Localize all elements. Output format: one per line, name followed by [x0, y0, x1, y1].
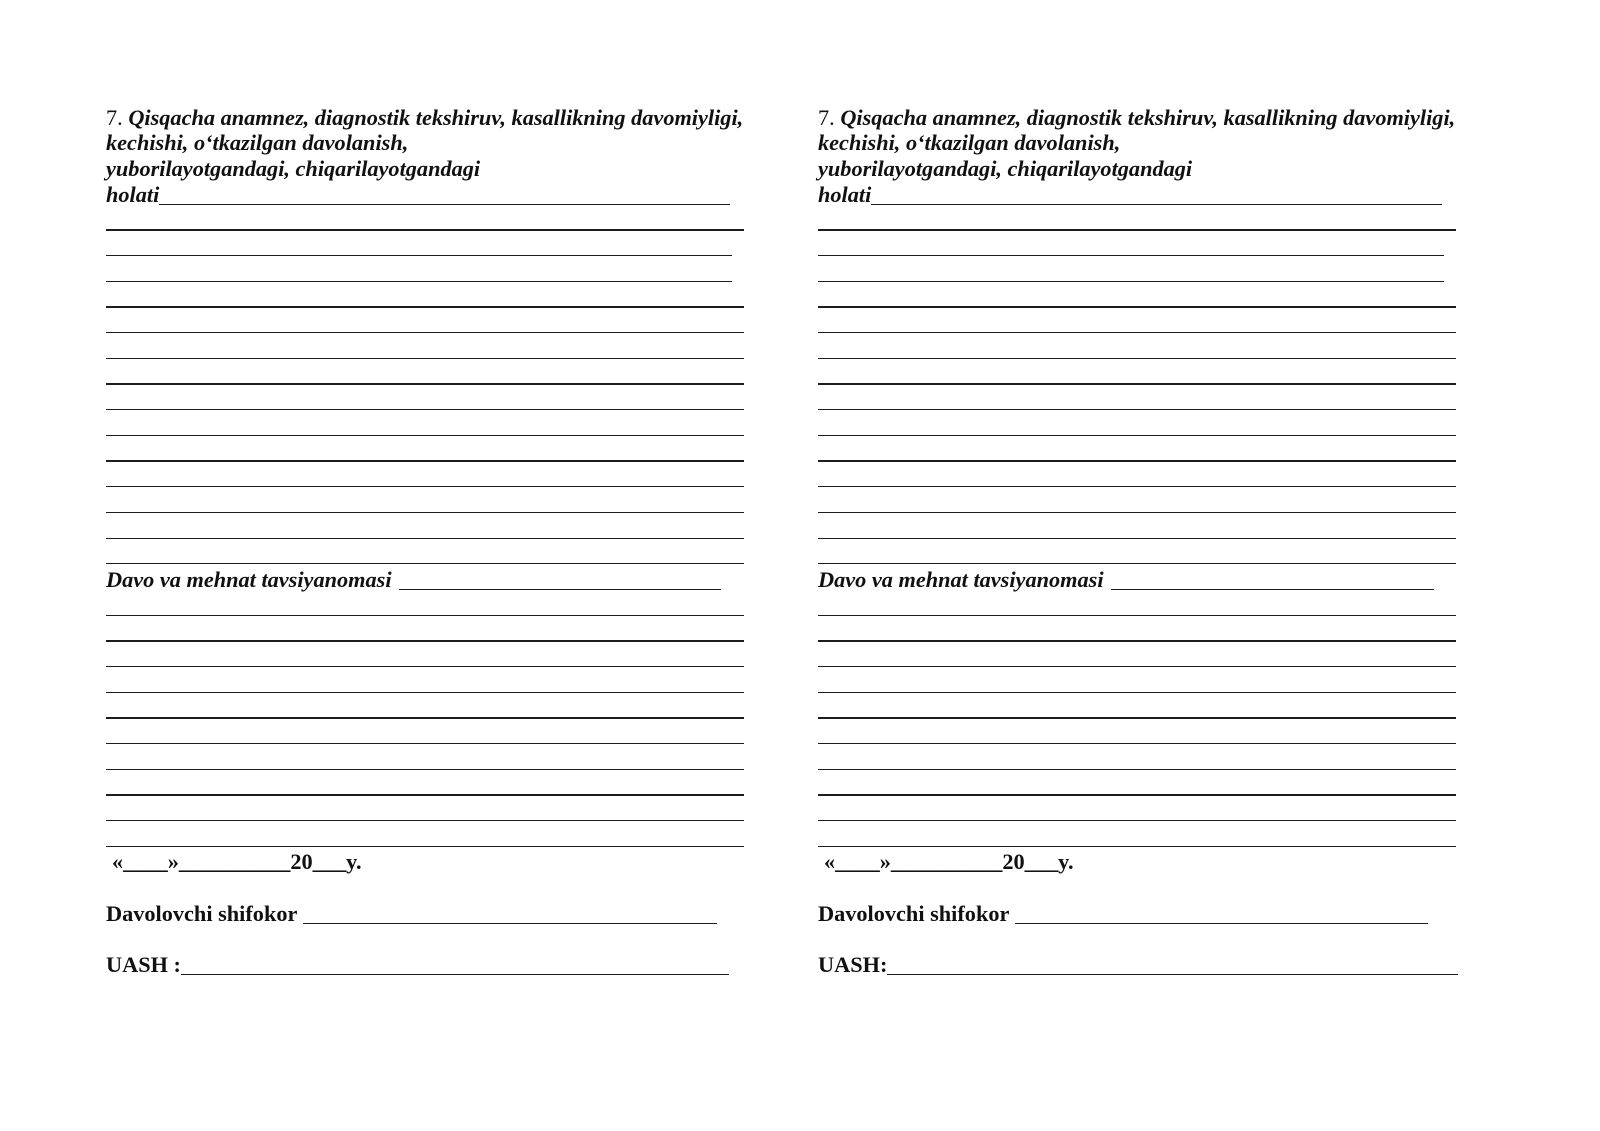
uash-row: [818, 952, 1458, 978]
heading-line-2: kechishi, o‘tkazilgan davolanish,: [106, 130, 409, 156]
blank-fill-line: [106, 538, 744, 539]
blank-fill-line: [818, 460, 1456, 461]
blank-fill-line: [818, 332, 1456, 333]
blank-row: [106, 310, 746, 336]
heading-line-1: [106, 105, 746, 131]
blank-fill-line: [818, 640, 1456, 641]
condition-label: holati: [106, 181, 160, 207]
blank-row: [818, 593, 1458, 619]
recommendation-fill-line: [1111, 567, 1434, 590]
date-line: «____»__________20___y.: [112, 849, 362, 875]
blank-fill-line: [818, 383, 1456, 384]
doctor-signature-line: [303, 901, 717, 924]
recommendation-fill-line: [399, 567, 721, 590]
blank-fill-line: [106, 332, 744, 333]
blank-fill-line: [818, 255, 1444, 256]
blank-row: [106, 413, 746, 439]
blank-fill-line: [106, 794, 744, 795]
condition-row: [818, 182, 1458, 208]
blank-fill-line: [106, 640, 744, 641]
blank-row: [818, 824, 1458, 850]
blank-row: [818, 798, 1458, 824]
heading-text-1: Qisqacha anamnez, diagnostik tekshiruv, kasallikning davomiyligi,: [128, 104, 744, 130]
blank-row: [818, 618, 1458, 644]
blank-row: [818, 361, 1458, 387]
blank-row: [818, 490, 1458, 516]
recommendation-row: [106, 567, 746, 593]
uash-signature-line: [887, 952, 1458, 975]
blank-fill-line: [818, 435, 1456, 436]
heading-line-3: yuborilayotgandagi, chiqarilayotgandagi: [818, 155, 1193, 181]
blank-fill-line: [106, 563, 744, 564]
blank-fill-line: [106, 512, 744, 513]
blank-fill-line: [106, 306, 744, 307]
blank-fill-line: [106, 358, 744, 359]
blank-fill-line: [818, 306, 1456, 307]
blank-row: [106, 721, 746, 747]
blank-row: [106, 387, 746, 413]
blank-row: [106, 747, 746, 773]
blank-row: [106, 670, 746, 696]
blank-fill-line: [106, 615, 744, 616]
blank-row: [106, 361, 746, 387]
recommendation-blank-lines: [818, 593, 1458, 850]
blank-row: [106, 593, 746, 619]
blank-row: [818, 284, 1458, 310]
blank-fill-line: [818, 229, 1456, 230]
blank-fill-line: [106, 281, 732, 282]
blank-row: [106, 259, 746, 285]
form-column-right: [818, 105, 1458, 978]
blank-fill-line: [818, 486, 1456, 487]
section-number: 7.: [818, 104, 835, 130]
blank-row: [106, 438, 746, 464]
blank-row: [818, 387, 1458, 413]
blank-fill-line: [106, 717, 744, 718]
blank-fill-line: [106, 692, 744, 693]
blank-row: [106, 336, 746, 362]
condition-fill-line: [871, 182, 1442, 205]
blank-row: [818, 207, 1458, 233]
uash-label: UASH :: [106, 952, 181, 978]
blank-row: [818, 747, 1458, 773]
blank-row: [818, 695, 1458, 721]
blank-row: [106, 516, 746, 542]
blank-fill-line: [818, 615, 1456, 616]
spacer: [106, 927, 746, 953]
blank-fill-line: [106, 820, 744, 821]
blank-row: [818, 721, 1458, 747]
blank-row: [106, 490, 746, 516]
blank-row: [106, 284, 746, 310]
blank-fill-line: [818, 666, 1456, 667]
doctor-label: Davolovchi shifokor: [818, 900, 1010, 926]
condition-fill-line: [159, 182, 730, 205]
blank-row: [106, 644, 746, 670]
blank-row: [818, 336, 1458, 362]
heading-line-2: kechishi, o‘tkazilgan davolanish,: [818, 130, 1121, 156]
anamnesis-blank-lines: [818, 207, 1458, 567]
blank-row: [106, 798, 746, 824]
blank-row: [818, 772, 1458, 798]
blank-fill-line: [106, 435, 744, 436]
blank-row: [106, 207, 746, 233]
blank-fill-line: [818, 358, 1456, 359]
blank-row: [106, 618, 746, 644]
condition-row: [106, 182, 746, 208]
blank-row: [818, 644, 1458, 670]
blank-row: [818, 259, 1458, 285]
blank-row: [818, 413, 1458, 439]
blank-fill-line: [106, 383, 744, 384]
heading-text-1: Qisqacha anamnez, diagnostik tekshiruv, kasallikning davomiyligi,: [840, 104, 1456, 130]
blank-fill-line: [818, 512, 1456, 513]
blank-row: [818, 541, 1458, 567]
blank-fill-line: [106, 769, 744, 770]
blank-fill-line: [818, 409, 1456, 410]
heading-line-1: [818, 105, 1458, 131]
blank-fill-line: [106, 409, 744, 410]
blank-fill-line: [818, 563, 1456, 564]
blank-fill-line: [106, 846, 744, 847]
blank-row: [818, 310, 1458, 336]
section-number: 7.: [106, 104, 123, 130]
blank-fill-line: [818, 717, 1456, 718]
date-line: «____»__________20___y.: [824, 849, 1074, 875]
blank-row: [106, 695, 746, 721]
blank-row: [818, 233, 1458, 259]
blank-row: [106, 464, 746, 490]
blank-row: [818, 670, 1458, 696]
doctor-label: Davolovchi shifokor: [106, 900, 298, 926]
recommendation-row: [818, 567, 1458, 593]
blank-fill-line: [106, 255, 732, 256]
blank-row: [818, 464, 1458, 490]
doctor-signature-line: [1015, 901, 1428, 924]
anamnesis-blank-lines: [106, 207, 746, 567]
blank-fill-line: [818, 538, 1456, 539]
blank-row: [106, 772, 746, 798]
doctor-row: [818, 901, 1458, 927]
blank-fill-line: [106, 460, 744, 461]
blank-fill-line: [106, 229, 744, 230]
blank-fill-line: [106, 666, 744, 667]
condition-label: holati: [818, 181, 872, 207]
blank-fill-line: [818, 743, 1456, 744]
doctor-row: [106, 901, 746, 927]
blank-fill-line: [106, 486, 744, 487]
recommendation-label: Davo va mehnat tavsiyanomasi: [106, 566, 392, 592]
heading-line-3: yuborilayotgandagi, chiqarilayotgandagi: [106, 155, 481, 181]
recommendation-blank-lines: [106, 593, 746, 850]
blank-row: [106, 824, 746, 850]
spacer: [106, 875, 746, 901]
blank-fill-line: [818, 820, 1456, 821]
spacer: [818, 875, 1458, 901]
blank-row: [106, 233, 746, 259]
uash-row: [106, 952, 746, 978]
blank-fill-line: [818, 794, 1456, 795]
blank-fill-line: [818, 281, 1444, 282]
blank-row: [818, 438, 1458, 464]
spacer: [818, 927, 1458, 953]
uash-signature-line: [181, 952, 729, 975]
blank-fill-line: [818, 769, 1456, 770]
recommendation-label: Davo va mehnat tavsiyanomasi: [818, 566, 1104, 592]
blank-row: [818, 516, 1458, 542]
blank-fill-line: [818, 692, 1456, 693]
blank-row: [106, 541, 746, 567]
blank-fill-line: [106, 743, 744, 744]
blank-fill-line: [818, 846, 1456, 847]
form-column-left: [106, 105, 746, 978]
uash-label: UASH:: [818, 952, 888, 978]
